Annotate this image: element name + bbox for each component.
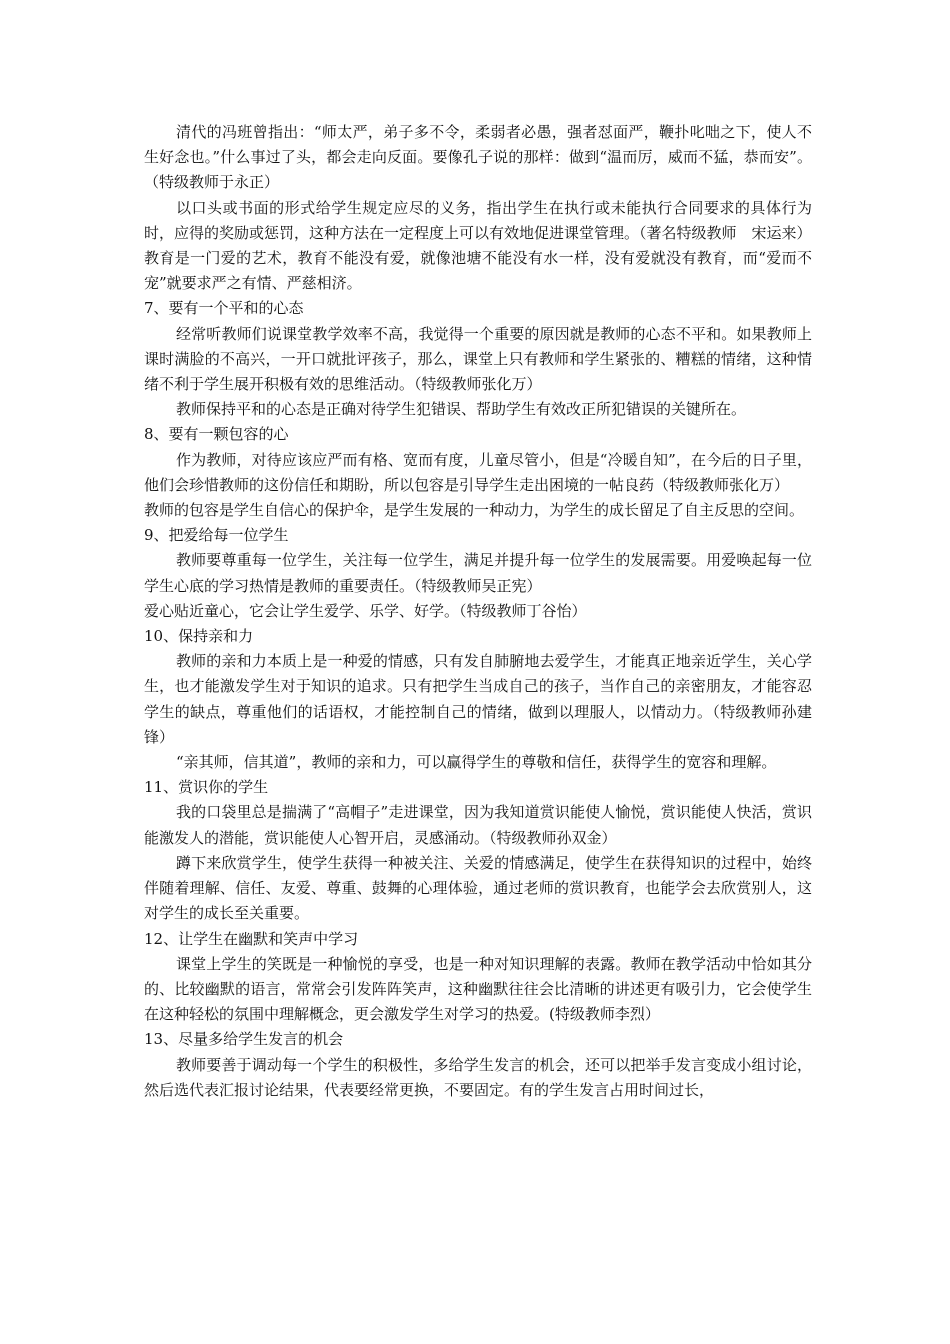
paragraph: 蹲下来欣赏学生，使学生获得一种被关注、关爱的情感满足，使学生在获得知识的过程中，始终伴随着理解、信任、友爱、尊重、鼓舞的心理体验，通过老师的赏识教育，也能学会去欣赏别人，这对学生的成长至关重要。	[144, 853, 812, 923]
section-heading: 12、让学生在幽默和笑声中学习	[144, 929, 359, 948]
paragraph: “亲其师，信其道”，教师的亲和力，可以赢得学生的尊敬和信任，获得学生的宽容和理解。	[176, 753, 777, 772]
paragraph: 教师要善于调动每一个学生的积极性，多给学生发言的机会，还可以把举手发言变成小组讨论，然后选代表汇报讨论结果，代表要经常更换，不要固定。有的学生发言占用时间过长，	[144, 1055, 812, 1099]
section-heading: 7、要有一个平和的心态	[144, 299, 304, 318]
paragraph: 教育是一门爱的艺术，教育不能没有爱，就像池塘不能没有水一样，没有爱就没有教育，而“爱而不宠”就要求严之有情、严慈相济。	[144, 249, 812, 293]
document-body	[144, 120, 812, 1103]
section-heading: 8、要有一颗包容的心	[144, 425, 289, 444]
paragraph: 我的口袋里总是揣满了“高帽子”走进课堂，因为我知道赏识能使人愉悦，赏识能使人快活，赏识能激发人的潜能，赏识能使人心智开启，灵感涌动。（特级教师孙双金）	[144, 803, 812, 847]
section-heading: 9、把爱给每一位学生	[144, 526, 289, 545]
paragraph: 经常听教师们说课堂教学效率不高，我觉得一个重要的原因就是教师的心态不平和。如果教师上课时满脸的不高兴，一开口就批评孩子，那么，课堂上只有教师和学生紧张的、糟糕的情绪，这种情绪不利于学生展开积极有效的思维活动。（特级教师张化万）	[144, 324, 812, 394]
paragraph: 教师的包容是学生自信心的保护伞，是学生发展的一种动力，为学生的成长留足了自主反思的空间。	[144, 501, 805, 520]
section-heading: 13、尽量多给学生发言的机会	[144, 1030, 344, 1049]
paragraph: 清代的冯班曾指出：“师太严，弟子多不令，柔弱者必愚，强者怼面严，鞭扑叱咄之下，使人不生好念也。”什么事过了头，都会走向反面。要像孔子说的那样：做到“温而厉，威而不猛，恭而安”。（特级教师于永正）	[144, 123, 812, 192]
paragraph: 教师的亲和力本质上是一种爱的情感，只有发自肺腑地去爱学生，才能真正地亲近学生，关心学生，也才能激发学生对于知识的追求。只有把学生当成自己的孩子，当作自己的亲密朋友，才能容忍学生的缺点，尊重他们的话语权，才能控制自己的情绪，做到以理服人，以情动力。（特级教师孙建锋）	[144, 652, 812, 746]
section-heading: 11、赏识你的学生	[144, 778, 269, 797]
paragraph: 课堂上学生的笑既是一种愉悦的享受，也是一种对知识理解的表露。教师在教学活动中恰如其分的、比较幽默的语言，常常会引发阵阵笑声，这种幽默往往会比清晰的讲述更有吸引力，它会使学生在这种轻松的氛围中理解概念，更会激发学生对学习的热爱。(特级教师李烈）	[144, 954, 812, 1024]
paragraph: 教师保持平和的心态是正确对待学生犯错误、帮助学生有效改正所犯错误的关键所在。	[176, 400, 747, 419]
paragraph: 以口头或书面的形式给学生规定应尽的义务，指出学生在执行或未能执行合同要求的具体行为时，应得的奖励或惩罚，这种方法在一定程度上可以有效地促进课堂管理。（著名特级教师 宋运来）	[144, 198, 812, 242]
paragraph: 作为教师，对待应该应严而有格、宽而有度，儿童尽管小，但是“冷暖自知”，在今后的日子里，他们会珍惜教师的这份信任和期盼，所以包容是引导学生走出困境的一帖良药（特级教师张化万）	[144, 450, 812, 494]
section-heading: 10、保持亲和力	[144, 627, 254, 646]
paragraph: 爱心贴近童心，它会让学生爱学、乐学、好学。（特级教师丁谷怡）	[144, 601, 587, 620]
paragraph: 教师要尊重每一位学生，关注每一位学生，满足并提升每一位学生的发展需要。用爱唤起每一位学生心底的学习热情是教师的重要责任。（特级教师吴正宪）	[144, 551, 812, 595]
